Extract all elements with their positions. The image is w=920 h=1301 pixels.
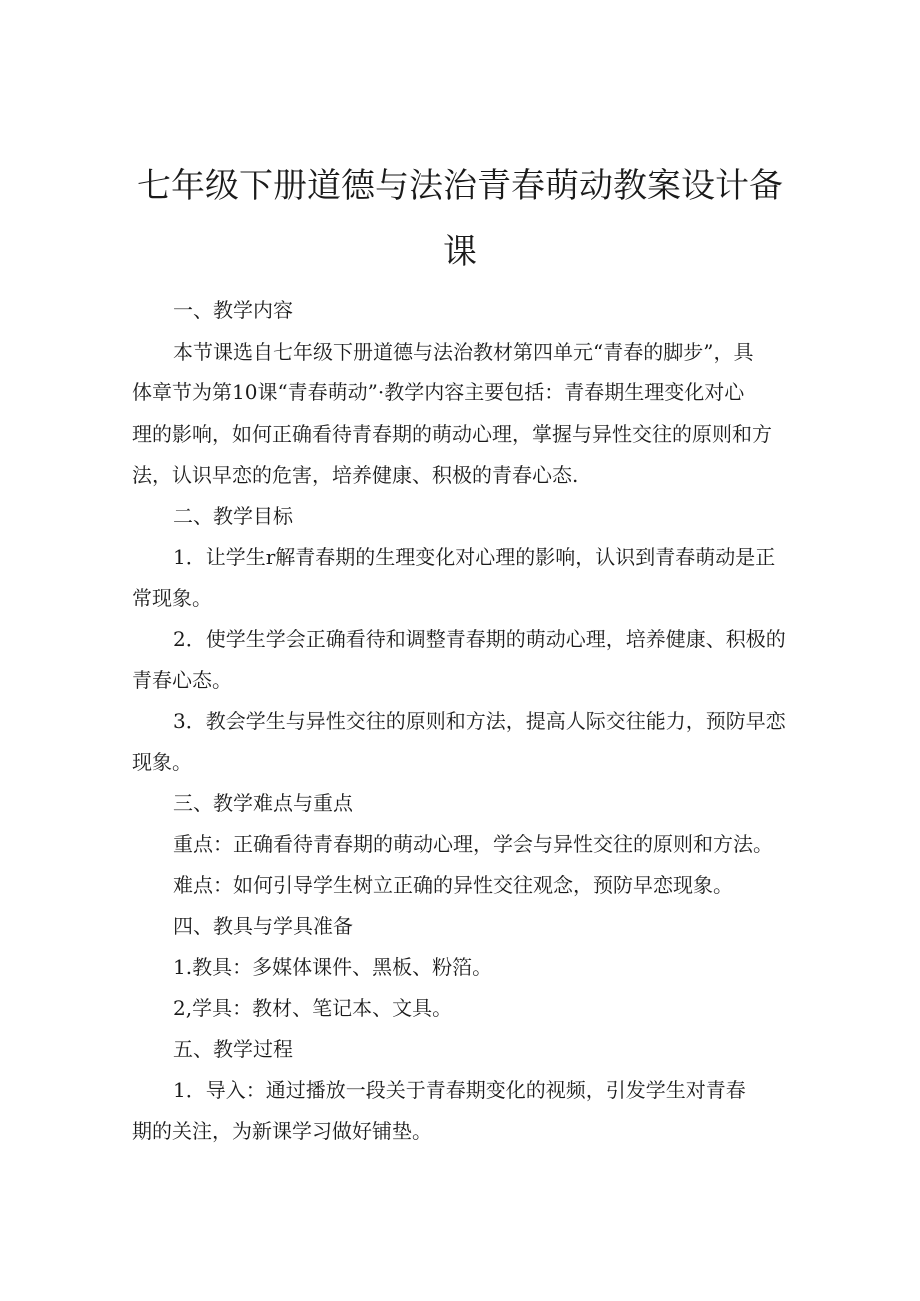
difficulty-line: 难点：如何引导学生树立正确的异性交往观念，预防早恋现象。 <box>173 873 733 897</box>
list-item-line: 常现象。 <box>132 586 212 610</box>
section-heading-teaching-goals: 二、教学目标 <box>173 504 293 528</box>
paragraph-line: 体章节为第10课“青春萌动”·教学内容主要包括：青春期生理变化对心 <box>132 380 745 404</box>
section-heading-difficulties: 三、教学难点与重点 <box>173 791 353 815</box>
key-point-line: 重点：正确看待青春期的萌动心理，学会与异性交往的原则和方法。 <box>173 832 773 856</box>
list-item-line: 现象。 <box>132 750 192 774</box>
list-item-line: 2,学具：教材、笔记本、文具。 <box>173 996 453 1020</box>
list-item-line: 2．使学生学会正确看待和调整青春期的萌动心理，培养健康、积极的 <box>173 627 786 651</box>
list-item-line: 3．教会学生与异性交往的原则和方法，提高人际交往能力，预防早恋 <box>173 709 786 733</box>
section-heading-teaching-content: 一、教学内容 <box>173 298 293 322</box>
list-item-line: 青春心态。 <box>132 668 232 692</box>
section-heading-materials: 四、教具与学具准备 <box>173 914 353 938</box>
list-item-line: 1.教具：多媒体课件、黑板、粉箔。 <box>173 955 493 979</box>
list-item-line: 1．导入：通过播放一段关于青春期变化的视频，引发学生对青春 <box>173 1078 746 1102</box>
list-item-line: 1．让学生r解青春期的生理变化对心理的影响，认识到青春萌动是正 <box>173 545 776 569</box>
document-title-line-2: 课 <box>443 232 477 272</box>
section-heading-process: 五、教学过程 <box>173 1037 293 1061</box>
paragraph-line: 理的影响，如何正确看待青春期的萌动心理，掌握与异性交往的原则和方 <box>132 422 772 446</box>
list-item-line: 期的关注，为新课学习做好铺垫。 <box>132 1119 432 1143</box>
document-title-line-1: 七年级下册道德与法治青春萌动教案设计备 <box>137 166 783 206</box>
paragraph-line: 法，认识早恋的危害，培养健康、积极的青春心态. <box>132 463 579 487</box>
paragraph-line: 本节课选自七年级下册道德与法治教材第四单元“青春的脚步”，具 <box>173 340 754 364</box>
